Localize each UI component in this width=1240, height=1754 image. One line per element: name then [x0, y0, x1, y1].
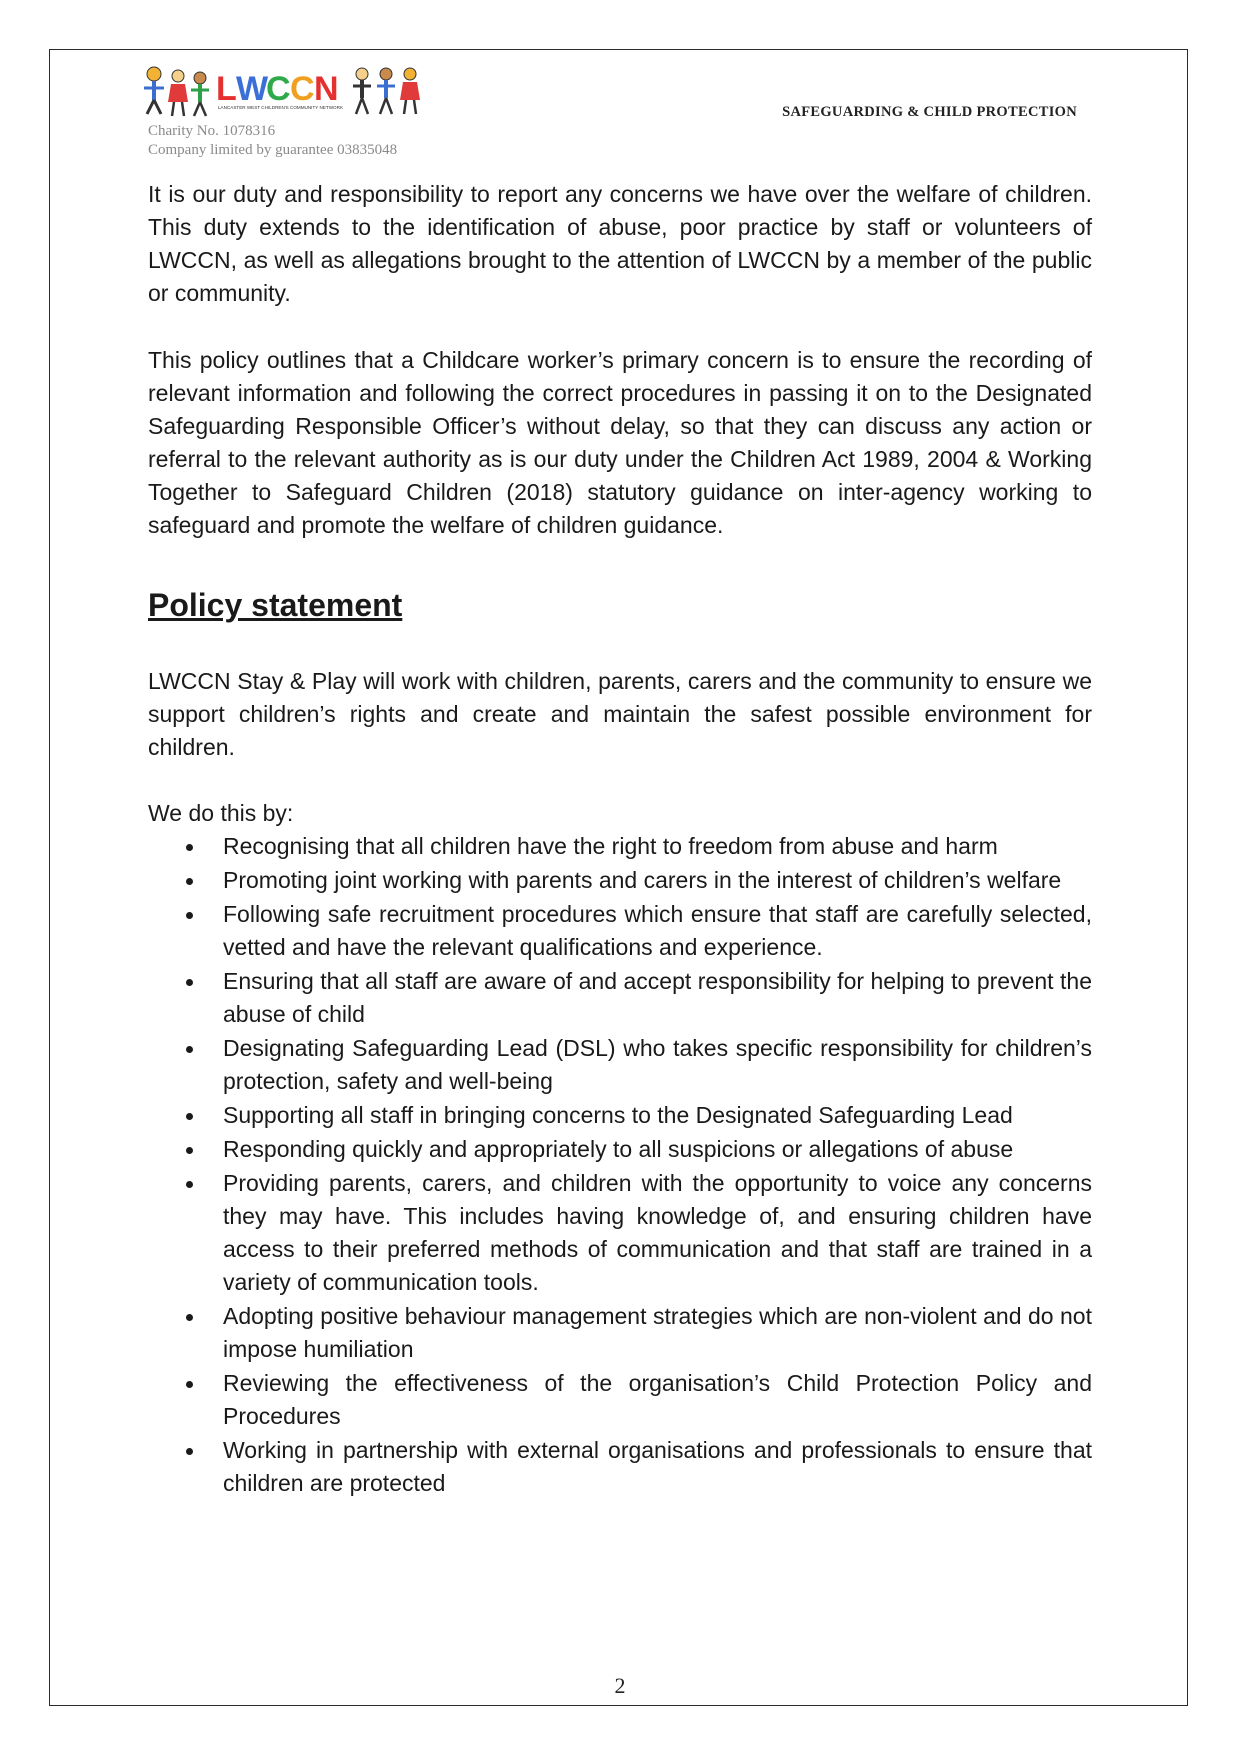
list-item: Working in partnership with external organisations and professionals to ensure that children are protected	[223, 1434, 1092, 1500]
paragraph-statement: LWCCN Stay & Play will work with children, parents, carers and the community to ensure we support children’s rights and create and maintain the safest possible environment for children.	[148, 668, 1092, 760]
list-item: Responding quickly and appropriately to all suspicions or allegations of abuse	[223, 1133, 1092, 1166]
charity-details	[148, 122, 397, 160]
list-intro: We do this by:	[148, 800, 294, 826]
list-item: Reviewing the effectiveness of the organisation’s Child Protection Policy and Procedures	[223, 1367, 1092, 1433]
svg-text:N: N	[314, 70, 339, 108]
page-number: 2	[614, 1673, 626, 1698]
list-item: Adopting positive behaviour management strategies which are non-violent and do not impose humiliation	[223, 1300, 1092, 1366]
commitment-list	[148, 830, 1092, 1500]
bullet-icon	[186, 979, 193, 986]
list-item: Supporting all staff in bringing concerns to the Designated Safeguarding Lead	[223, 1099, 1092, 1132]
document-body	[148, 178, 1092, 1501]
bullet-icon	[186, 1381, 193, 1388]
list-item: Following safe recruitment procedures which ensure that staff are carefully selected, vetted and have the relevant qualifications and experience.	[223, 898, 1092, 964]
bullet-icon	[186, 878, 193, 885]
bullet-icon	[186, 1046, 193, 1053]
paragraph-policy-outline: This policy outlines that a Childcare worker’s primary concern is to ensure the recording of relevant information and following the correct procedures in passing it on to the Designated Safeguarding Responsible Officer’s without delay, so that they can discuss any action or referral to the relevant authority as is our duty under the Children Act 1989, 2004 & Working Together to Safeguard Children (2018) statutory guidance on inter-agency working to safeguard and promote the welfare of children guidance.	[148, 347, 1092, 538]
list-item: Designating Safeguarding Lead (DSL) who takes specific responsibility for children’s protection, safety and well-being	[223, 1032, 1092, 1098]
lwccn-logo	[140, 62, 448, 124]
charity-number: Charity No. 1078316	[148, 123, 276, 139]
bullet-icon	[186, 1314, 193, 1321]
svg-text:C: C	[266, 70, 291, 108]
company-registration: Company limited by guarantee 03835048	[148, 142, 398, 158]
list-item: Promoting joint working with parents and carers in the interest of children’s welfare	[223, 864, 1092, 897]
children-figures-left-icon	[144, 67, 209, 116]
svg-text:C: C	[290, 70, 315, 108]
list-item: Ensuring that all staff are aware of and accept responsibility for helping to prevent the abuse of child	[223, 965, 1092, 1031]
list-item: Recognising that all children have the right to freedom from abuse and harm	[223, 830, 1092, 863]
bullet-icon	[186, 844, 193, 851]
bullet-icon	[186, 1448, 193, 1455]
bullet-icon	[186, 1147, 193, 1154]
bullet-icon	[186, 1181, 193, 1188]
paragraph-duty: It is our duty and responsibility to report any concerns we have over the welfare of children. This duty extends to the identification of abuse, poor practice by staff or volunteers of LWCCN, as well as allegations brought to the attention of LWCCN by a member of the public or community.	[148, 181, 1092, 306]
document-header-title: SAFEGUARDING & CHILD PROTECTION	[782, 104, 1077, 120]
lwccn-wordmark	[216, 70, 339, 108]
svg-text:W: W	[236, 70, 269, 108]
list-item: Providing parents, carers, and children with the opportunity to voice any concerns they may have. This includes having knowledge of, and ensuring children have access to their preferred methods of communication and that staff are trained in a variety of communication tools.	[223, 1167, 1092, 1299]
children-figures-right-icon	[353, 68, 420, 114]
lwccn-subtext: LANCASTER WEST CHILDREN'S COMMUNITY NETWORK	[218, 105, 344, 110]
section-heading: Policy statement	[148, 587, 403, 623]
bullet-icon	[186, 912, 193, 919]
bullet-icon	[186, 1113, 193, 1120]
svg-text:L: L	[216, 70, 237, 108]
